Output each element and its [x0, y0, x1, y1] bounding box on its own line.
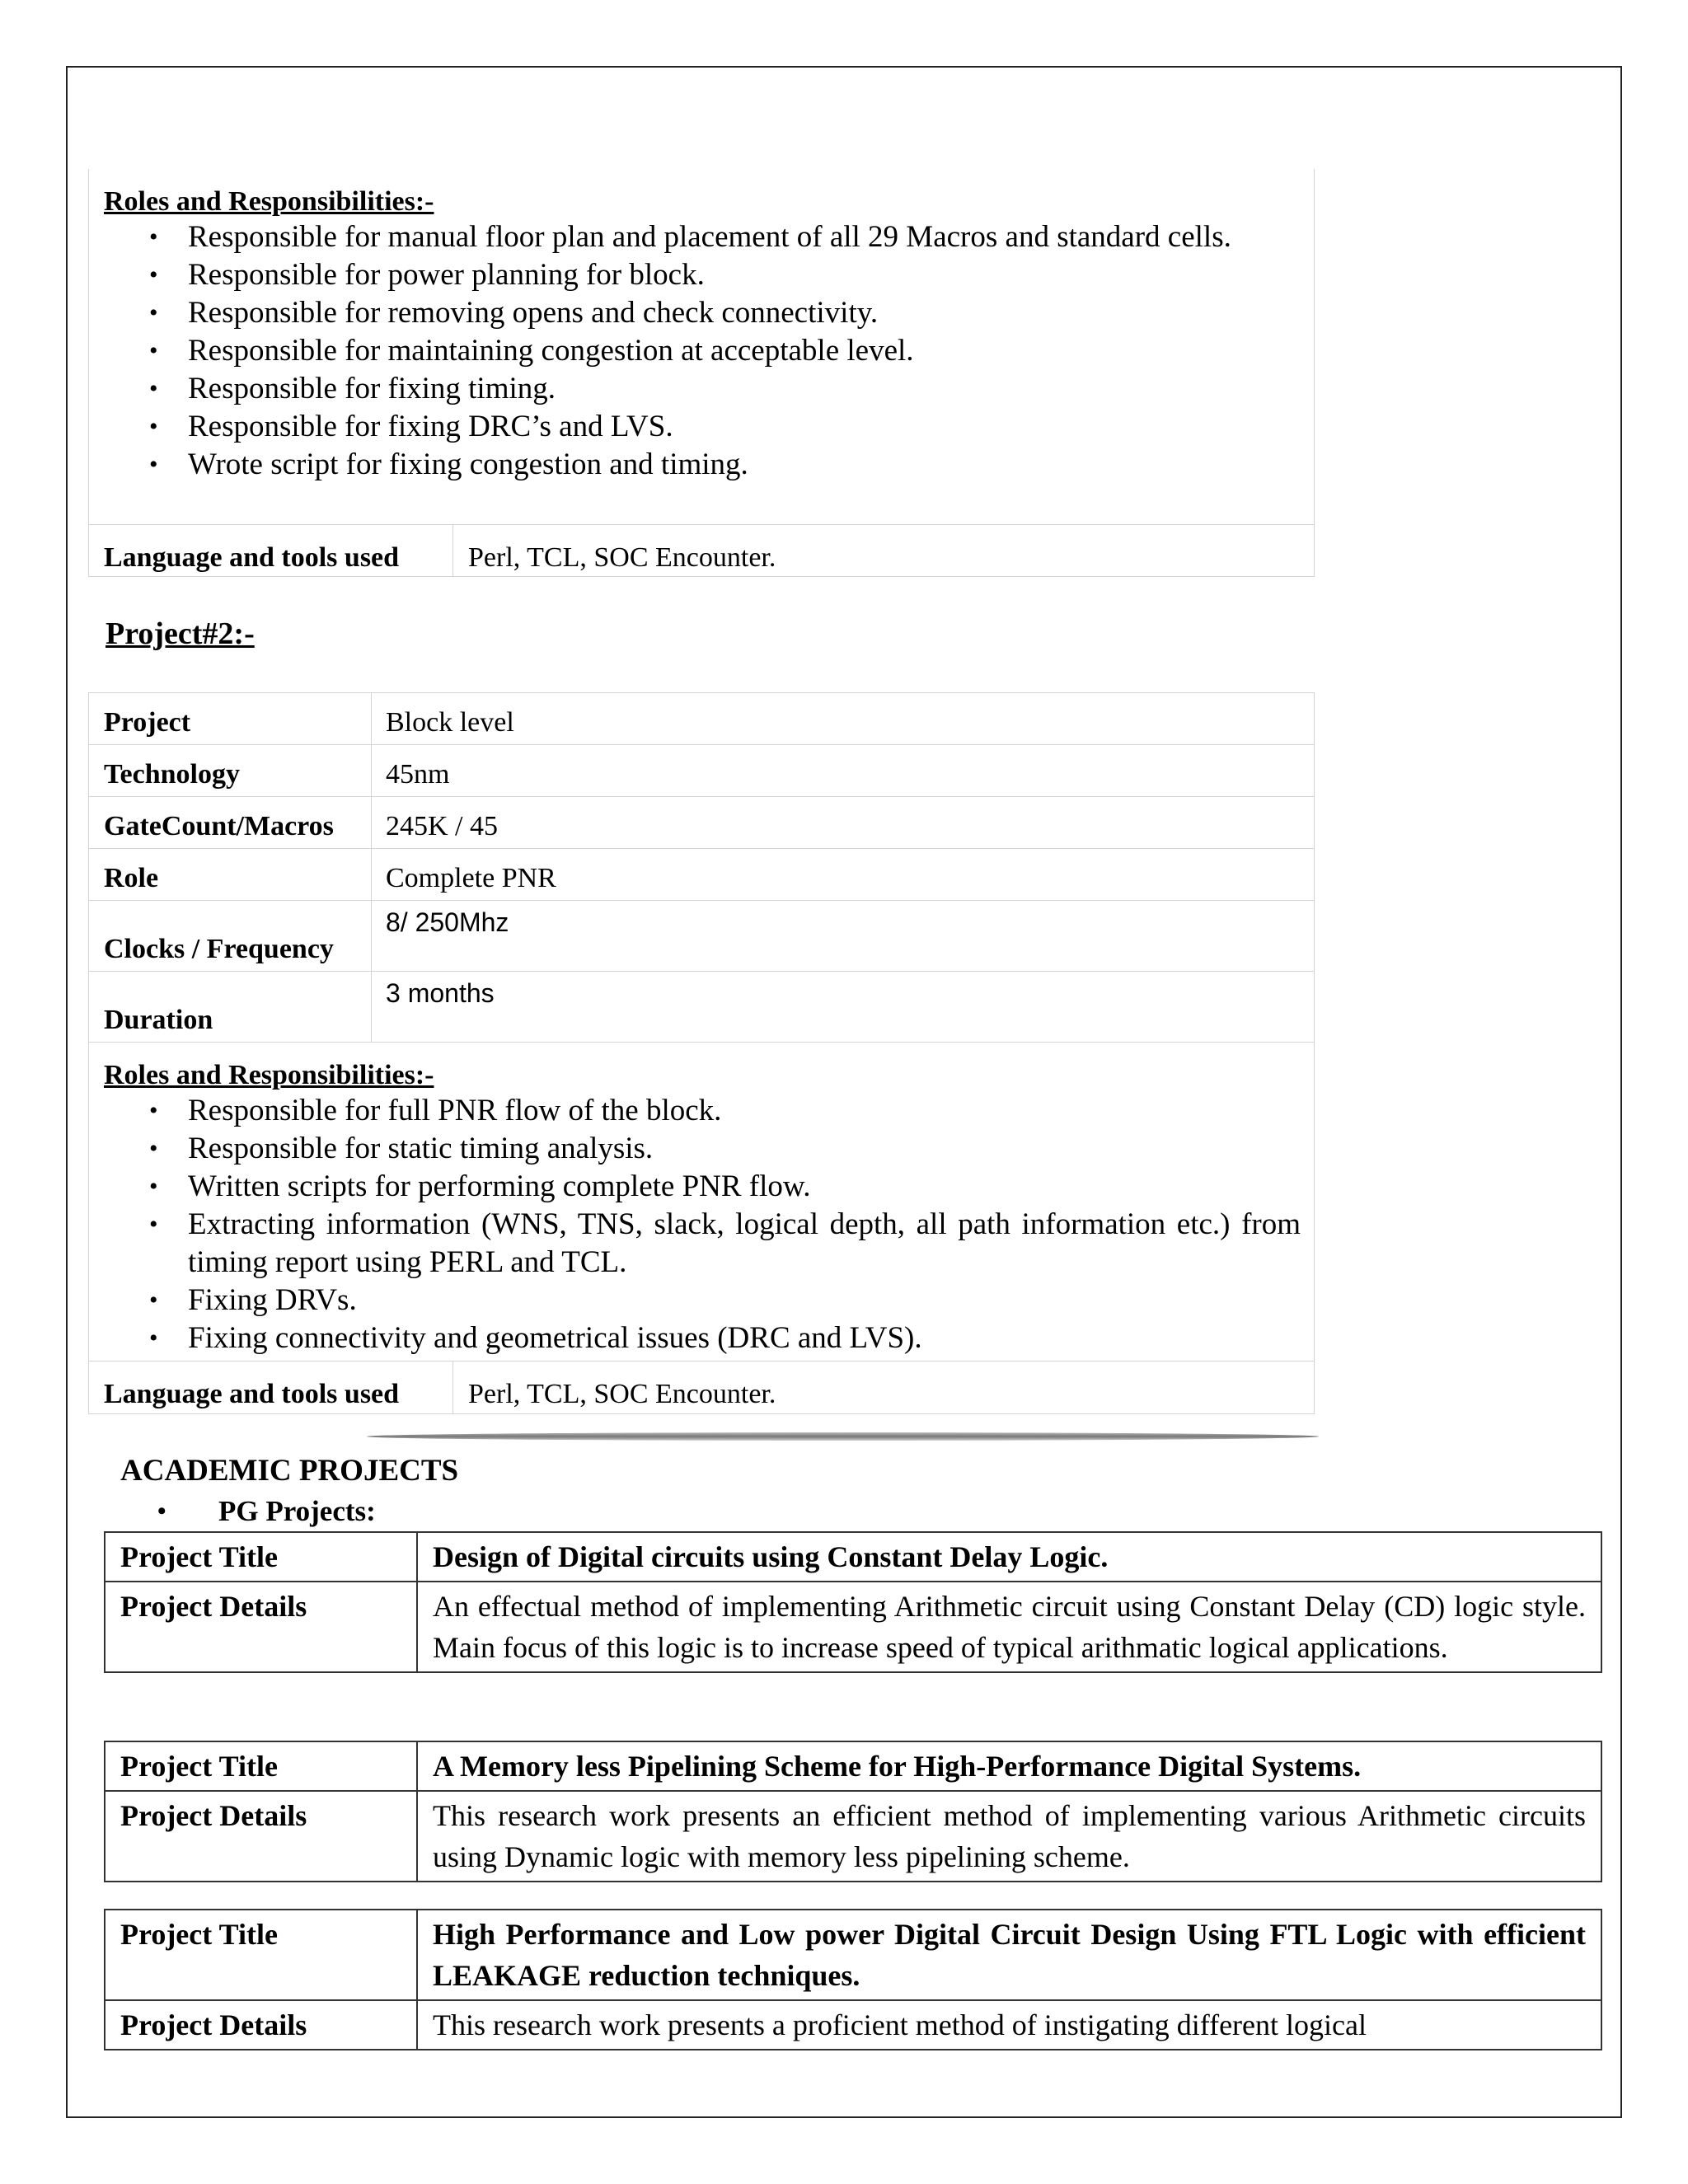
- table-row: Role Complete PNR: [89, 849, 1314, 901]
- project-details: This research work presents an efficient method of implementing various Arithmetic circuits using Dynamic logic with memory less pipelining scheme.: [417, 1791, 1601, 1882]
- project-details: An effectual method of implementing Arithmetic circuit using Constant Delay (CD) logic style. Main focus of this logic is to increase speed of typical arithmatic logical applications.: [417, 1582, 1601, 1672]
- table-row: Duration 3 months: [89, 972, 1314, 1043]
- bullet-icon: •: [149, 1135, 158, 1162]
- project2-roles-heading: Roles and Responsibilities:-: [104, 1060, 434, 1090]
- project-details: This research work presents a proficient method of instigating different logical: [417, 2000, 1601, 2050]
- divider: [452, 525, 453, 577]
- table-row: [105, 1791, 1601, 1882]
- section-separator: [367, 1432, 1319, 1441]
- table-row: [105, 1741, 1601, 1791]
- table-row: [105, 1910, 1601, 2000]
- table-row: [105, 1532, 1601, 1582]
- bullet-icon: •: [149, 375, 158, 402]
- project1-roles-heading: Roles and Responsibilities:-: [104, 186, 434, 217]
- academic-project-table-3: [104, 1909, 1602, 2050]
- list-item: • Extracting information (WNS, TNS, slack, logical depth, all path information etc.) from timing report using PERL and TCL.: [149, 1207, 1301, 1279]
- project1-bullet-list: [89, 218, 1301, 484]
- table-row: GateCount/Macros 245K / 45: [89, 797, 1314, 849]
- table-row: Project Block level: [89, 693, 1314, 745]
- language-value: Perl, TCL, SOC Encounter.: [468, 1379, 776, 1409]
- list-item: • Responsible for removing opens and check connectivity.: [89, 294, 1301, 332]
- bullet-icon: •: [149, 451, 158, 478]
- project-title: A Memory less Pipelining Scheme for High-Performance Digital Systems.: [417, 1741, 1601, 1791]
- list-item: • Responsible for static timing analysis.: [89, 1130, 1301, 1168]
- project1-language-row: [89, 524, 1314, 577]
- project-title: High Performance and Low power Digital Circuit Design Using FTL Logic with efficient LEAKAGE reduction techniques.: [417, 1910, 1601, 2000]
- project2-table: [88, 692, 1315, 1414]
- project-title-label: Project Title: [105, 1741, 417, 1791]
- bullet-icon: •: [149, 1286, 158, 1314]
- bullet-icon: •: [149, 1324, 158, 1352]
- bullet-icon: •: [157, 1497, 166, 1525]
- project-title: Design of Digital circuits using Constant Delay Logic.: [417, 1532, 1601, 1582]
- list-item: • Written scripts for performing complete PNR flow.: [89, 1168, 1301, 1206]
- language-label: Language and tools used: [104, 542, 400, 573]
- bullet-icon: •: [149, 223, 158, 251]
- table-row: Clocks / Frequency 8/ 250Mhz: [89, 901, 1314, 972]
- language-value: Perl, TCL, SOC Encounter.: [468, 542, 776, 573]
- table-row: [105, 2000, 1601, 2050]
- bullet-icon: •: [149, 261, 158, 288]
- pg-projects-label: • PG Projects:: [161, 1493, 376, 1530]
- list-item: • Responsible for fixing DRC’s and LVS.: [89, 408, 1301, 446]
- bullet-icon: •: [149, 337, 158, 364]
- project-details-label: Project Details: [105, 1582, 417, 1672]
- list-item: • Responsible for fixing timing.: [89, 370, 1301, 408]
- divider: [452, 1361, 453, 1413]
- table-row: Technology 45nm: [89, 745, 1314, 797]
- project-details-label: Project Details: [105, 1791, 417, 1882]
- list-item: • Fixing connectivity and geometrical issues (DRC and LVS).: [89, 1319, 1301, 1357]
- academic-project-table-2: [104, 1741, 1602, 1882]
- list-item: • Fixing DRVs.: [89, 1282, 1301, 1319]
- academic-projects-title: ACADEMIC PROJECTS: [120, 1454, 459, 1488]
- project-title-label: Project Title: [105, 1910, 417, 2000]
- project2-bullet-list: [89, 1092, 1301, 1357]
- project2-heading: Project#2:-: [106, 616, 255, 651]
- table-row: [105, 1582, 1601, 1672]
- list-item: • Responsible for full PNR flow of the block.: [89, 1092, 1301, 1130]
- bullet-icon: •: [149, 1211, 158, 1238]
- list-item: • Responsible for manual floor plan and placement of all 29 Macros and standard cells.: [89, 218, 1301, 256]
- project-details-label: Project Details: [105, 2000, 417, 2050]
- academic-project-table-1: [104, 1531, 1602, 1673]
- project2-language-row: [89, 1361, 1314, 1413]
- bullet-icon: •: [149, 1173, 158, 1200]
- project1-box: [88, 169, 1315, 577]
- list-item: • Responsible for maintaining congestion at acceptable level.: [89, 332, 1301, 370]
- bullet-icon: •: [149, 299, 158, 326]
- list-item: • Responsible for power planning for block.: [89, 256, 1301, 294]
- project-title-label: Project Title: [105, 1532, 417, 1582]
- project2-roles: [89, 1043, 1314, 1413]
- list-item: • Wrote script for fixing congestion and timing.: [89, 446, 1301, 484]
- bullet-icon: •: [149, 413, 158, 440]
- bullet-icon: •: [149, 1097, 158, 1124]
- language-label: Language and tools used: [104, 1379, 400, 1409]
